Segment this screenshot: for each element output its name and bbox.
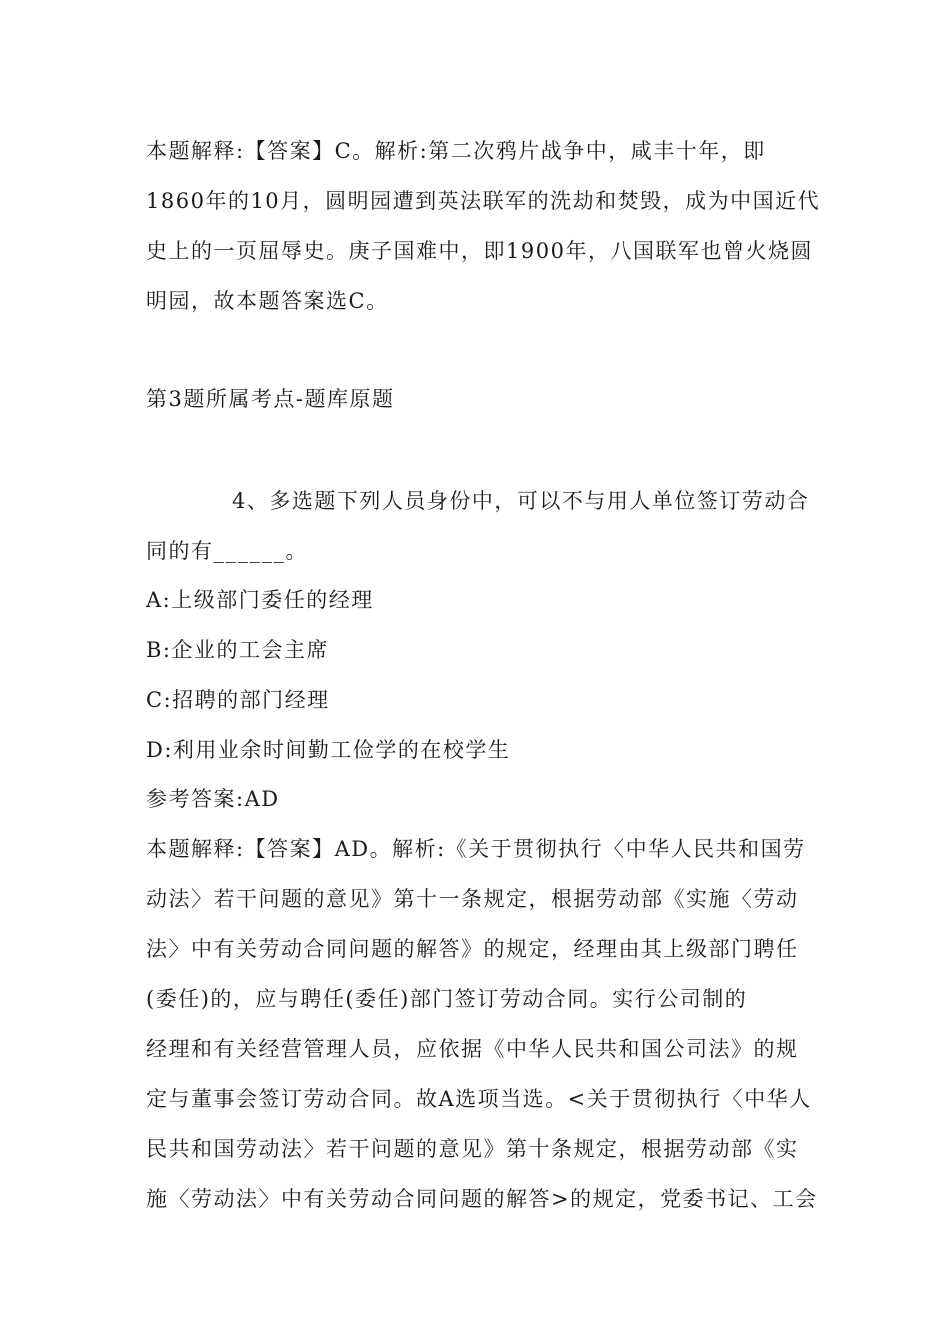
explanation-q4-line: 动法〉若干问题的意见》第十一条规定，根据劳动部《实施〈劳动 xyxy=(146,887,799,911)
explanation-q4-line: 本题解释:【答案】AD。解析:《关于贯彻执行〈中华人民共和国劳 xyxy=(146,837,806,861)
q3-topic: 第3题所属考点-题库原题 xyxy=(146,387,395,411)
explanation-q3-line: 1860年的10月，圆明园遭到英法联军的洗劫和焚毁，成为中国近代 xyxy=(146,189,821,213)
explanation-q4-line: 民共和国劳动法〉若干问题的意见》第十条规定，根据劳动部《实 xyxy=(146,1137,799,1161)
explanation-q4-line: 法〉中有关劳动合同问题的解答》的规定，经理由其上级部门聘任 xyxy=(146,937,799,961)
explanation-q4-line: 经理和有关经营管理人员，应依据《中华人民共和国公司法》的规 xyxy=(146,1037,799,1061)
explanation-q3-line: 明园，故本题答案选C。 xyxy=(146,289,389,313)
question-4-stem: 4、多选题下列人员身份中，可以不与用人单位签订劳动合 xyxy=(232,489,810,513)
explanation-q3-line: 本题解释:【答案】C。解析:第二次鸦片战争中，咸丰十年，即 xyxy=(146,139,766,163)
explanation-q4-line: 定与董事会签订劳动合同。故A选项当选。<关于贯彻执行〈中华人 xyxy=(146,1087,812,1111)
reference-answer: 参考答案:AD xyxy=(146,787,280,811)
option-a: A:上级部门委任的经理 xyxy=(146,588,374,612)
option-c: C:招聘的部门经理 xyxy=(146,688,330,712)
option-d: D:利用业余时间勤工俭学的在校学生 xyxy=(146,738,511,762)
explanation-q4-line: (委任)的，应与聘任(委任)部门签订劳动合同。实行公司制的 xyxy=(146,987,748,1011)
explanation-q4-line: 施〈劳动法〉中有关劳动合同问题的解答>的规定，党委书记、工会 xyxy=(146,1187,818,1211)
question-4-stem-cont: 同的有______。 xyxy=(146,539,308,563)
option-b: B:企业的工会主席 xyxy=(146,638,330,662)
explanation-q3-line: 史上的一页屈辱史。庚子国难中，即1900年，八国联军也曾火烧圆 xyxy=(146,239,813,263)
